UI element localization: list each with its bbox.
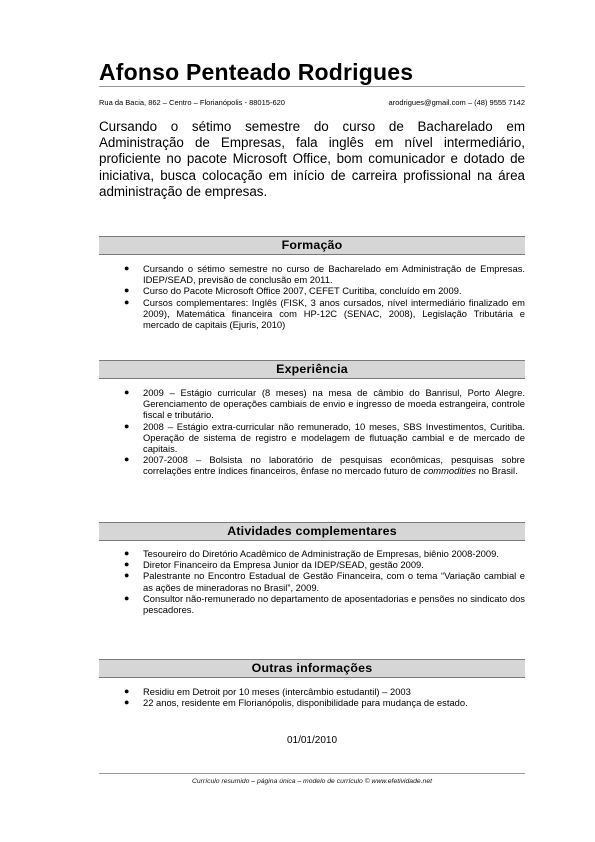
contact-line: [99, 98, 525, 108]
list-item: ● 22 anos, residente em Florianópolis, disponibilidade para mudança de estado.: [124, 697, 468, 709]
section-header-experiencia: [99, 360, 525, 379]
section-header-atividades: [99, 522, 525, 541]
address-text: Rua da Bacia, 862 – Centro – Florianópolis - 88015-620: [99, 98, 285, 107]
bullet-icon: ●: [124, 387, 130, 397]
list-item: ● Curso do Pacote Microsoft Office 2007, CEFET Curitiba, concluído em 2009.: [124, 285, 462, 297]
section-list-atividades: [99, 548, 525, 615]
list-item: ● 2009 – Estágio curricular (8 meses) na mesa de câmbio do Banrisul, Porto Alegre. Gerenciamento de operações cambiais de envio e ingresso de moeda estrangeira, controle fiscal e tributário.: [124, 387, 525, 421]
list-item: ● Palestrante no Encontro Estadual de Gestão Financeira, com o tema “Variação cambial e as ações de mineradoras no Brasil”, 2009.: [124, 570, 525, 593]
bullet-icon: ●: [124, 592, 130, 603]
section-list-formacao: [99, 263, 525, 330]
list-item: ● Residiu em Detroit por 10 meses (intercâmbio estudantil) – 2003: [124, 686, 411, 697]
section-title: Outras informações: [251, 661, 373, 675]
section-title: Atividades complementares: [227, 524, 397, 538]
footer-divider: [99, 773, 525, 774]
profile-summary: Cursando o sétimo semestre do curso de Bacharelado em Administração de Empresas, fala inglês em nível intermediário, proficiente no pacote Microsoft Office, bom comunicador e dotado de iniciativa, busca colocação em início de carreira profissional na área administração de empresas.: [99, 119, 525, 199]
bullet-icon: ●: [124, 420, 130, 431]
email-phone-text: arodrigues@gmail.com – (48) 9555 7142: [388, 98, 525, 107]
section-header-formacao: [99, 236, 525, 255]
list-item: ● Tesoureiro do Diretório Acadêmico de Administração de Empresas, biênio 2008-2009.: [124, 548, 499, 559]
document-date: 01/01/2010: [286, 735, 338, 746]
section-title: Experiência: [276, 362, 348, 376]
list-item: ● Cursando o sétimo semestre no curso de Bacharelado em Administração de Empresas. IDEP/SEAD, previsão de conclusão em 2011.: [124, 263, 525, 286]
bullet-icon: ●: [124, 686, 130, 696]
section-list-experiencia: [99, 387, 525, 477]
list-item: ● Consultor não-remunerado no departamento de aposentadorias e pensões no sindicato dos pescadores.: [124, 592, 525, 616]
bullet-icon: ●: [124, 570, 130, 581]
list-item: ● 2008 – Estágio extra-curricular não remunerado, 10 meses, SBS Investimentos, Curitiba. Operação de sistema de registro e modelagem de flutuação cambial e de mercado de capitais.: [124, 420, 525, 455]
header-divider: [99, 86, 525, 87]
bullet-icon: ●: [124, 296, 130, 307]
section-title: Formação: [281, 238, 343, 252]
bullet-icon: ●: [124, 454, 130, 465]
bullet-icon: ●: [124, 263, 130, 273]
bullet-icon: ●: [124, 559, 130, 570]
section-list-outras: [99, 686, 525, 708]
bullet-icon: ●: [124, 285, 130, 296]
footer-note: Currículo resumido – página única – modelo de currículo © www.efetividade.net: [191, 778, 432, 785]
bullet-icon: ●: [124, 697, 130, 708]
candidate-name: Afonso Penteado Rodrigues: [99, 59, 414, 85]
bullet-icon: ●: [124, 548, 130, 558]
list-item: ● 2007-2008 – Bolsista no laboratório de pesquisas econômicas, pesquisas sobre correlações entre índices financeiros, ênfase no mercado futuro de commodities no Brasil.: [124, 454, 525, 477]
list-item: ● Diretor Financeiro da Empresa Junior da IDEP/SEAD, gestão 2009.: [124, 559, 424, 571]
section-header-outras: [99, 659, 525, 678]
list-item: ● Cursos complementares: Inglês (FISK, 3 anos cursados, nível intermediário finalizado em 2009), Matemática financeira com HP-12C (SENAC, 2008), Legislação Tributária e mercado de capitais (Ejuris, 2010): [124, 296, 525, 331]
